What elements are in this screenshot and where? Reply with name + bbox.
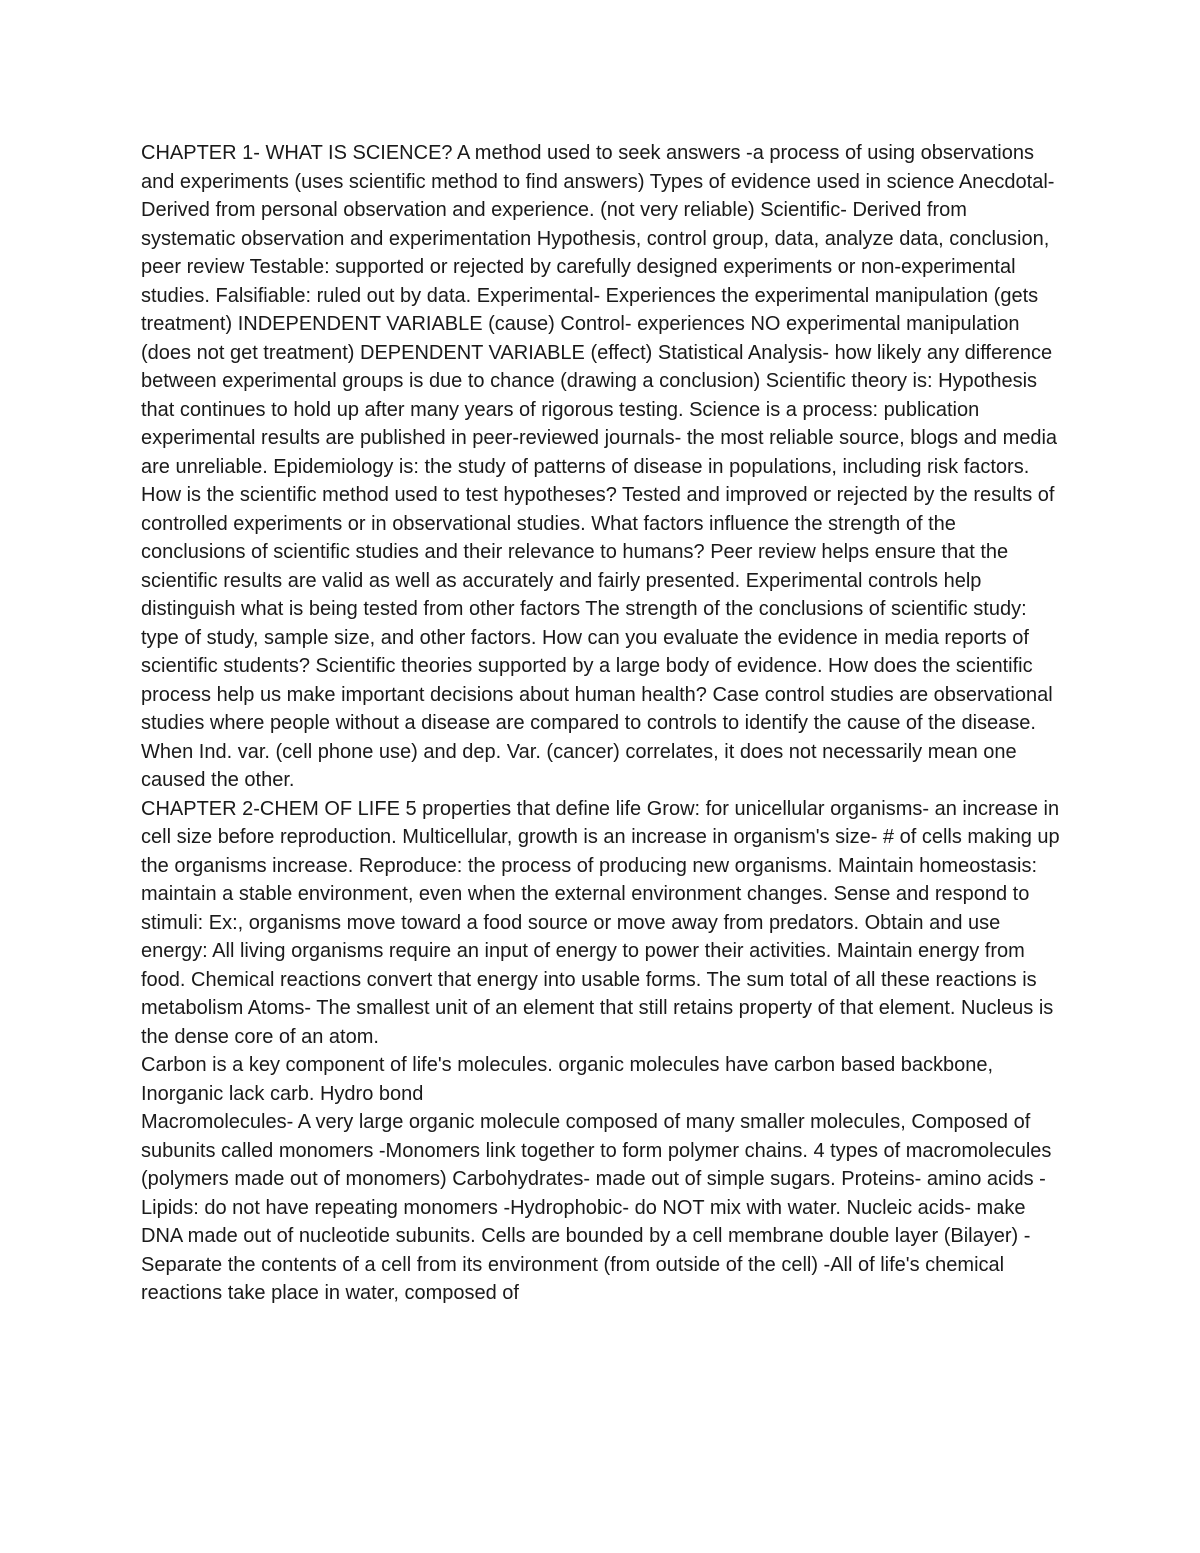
document-body xyxy=(141,139,1061,1308)
macromolecules-paragraph: Macromolecules- A very large organic molecule composed of many smaller molecules, Composed of subunits called monomers -Monomers link together to form polymer chains. 4 types of macromolecules (polymers made out of monomers) Carbohydrates- made out of simple sugars. Proteins- amino acids -Lipids: do not have repeating monomers -Hydrophobic- do NOT mix with water. Nucleic acids- make DNA made out of nucleotide subunits. Cells are bounded by a cell membrane double layer (Bilayer) -Separate the contents of a cell from its environment (from outside of the cell) -All of life's chemical reactions take place in water, composed of xyxy=(141,1111,1052,1304)
chapter-1-paragraph: CHAPTER 1- WHAT IS SCIENCE? A method used to seek answers -a process of using observations and experiments (uses scientific method to find answers) Types of evidence used in science Anecdotal- Derived from personal observation and experience. (not very reliable) Scientific- Derived from systematic observation and experimentation Hypothesis, control group, data, analyze data, conclusion, peer review Testable: supported or rejected by carefully designed experiments or non-experimental studies. Falsifiable: ruled out by data. Experimental- Experiences the experimental manipulation (gets treatment) INDEPENDENT VARIABLE (cause) Control- experiences NO experimental manipulation (does not get treatment) DEPENDENT VARIABLE (effect) Statistical Analysis- how likely any difference between experimental groups is due to chance (drawing a conclusion) Scientific theory is: Hypothesis that continues to hold up after many years of rigorous testing. Science is a process: publication experimental results are published in peer-reviewed journals- the most reliable source, blogs and media are unreliable. Epidemiology is: the study of patterns of disease in populations, including risk factors. How is the scientific method used to test hypotheses? Tested and improved or rejected by the results of controlled experiments or in observational studies. What factors influence the strength of the conclusions of scientific studies and their relevance to humans? Peer review helps ensure that the scientific results are valid as well as accurately and fairly presented. Experimental controls help distinguish what is being tested from other factors The strength of the conclusions of scientific study: type of study, sample size, and other factors. How can you evaluate the evidence in media reports of scientific students? Scientific theories supported by a large body of evidence. How does the scientific process help us make important decisions about human health? Case control studies are observational studies where people without a disease are compared to controls to identify the cause of the disease. When Ind. var. (cell phone use) and dep. Var. (cancer) correlates, it does not necessarily mean one caused the other. xyxy=(141,142,1058,791)
chapter-2-paragraph: CHAPTER 2-CHEM OF LIFE 5 properties that define life Grow: for unicellular organisms- an increase in cell size before reproduction. Multicellular, growth is an increase in organism's size- # of cells making up the organisms increase. Reproduce: the process of producing new organisms. Maintain homeostasis: maintain a stable environment, even when the external environment changes. Sense and respond to stimuli: Ex:, organisms move toward a food source or move away from predators. Obtain and use energy: All living organisms require an input of energy to power their activities. Maintain energy from food. Chemical reactions convert that energy into usable forms. The sum total of all these reactions is metabolism Atoms- The smallest unit of an element that still retains property of that element. Nucleus is the dense core of an atom. xyxy=(141,797,1060,1048)
carbon-paragraph: Carbon is a key component of life's molecules. organic molecules have carbon based backbone, Inorganic lack carb. Hydro bond xyxy=(141,1054,994,1105)
